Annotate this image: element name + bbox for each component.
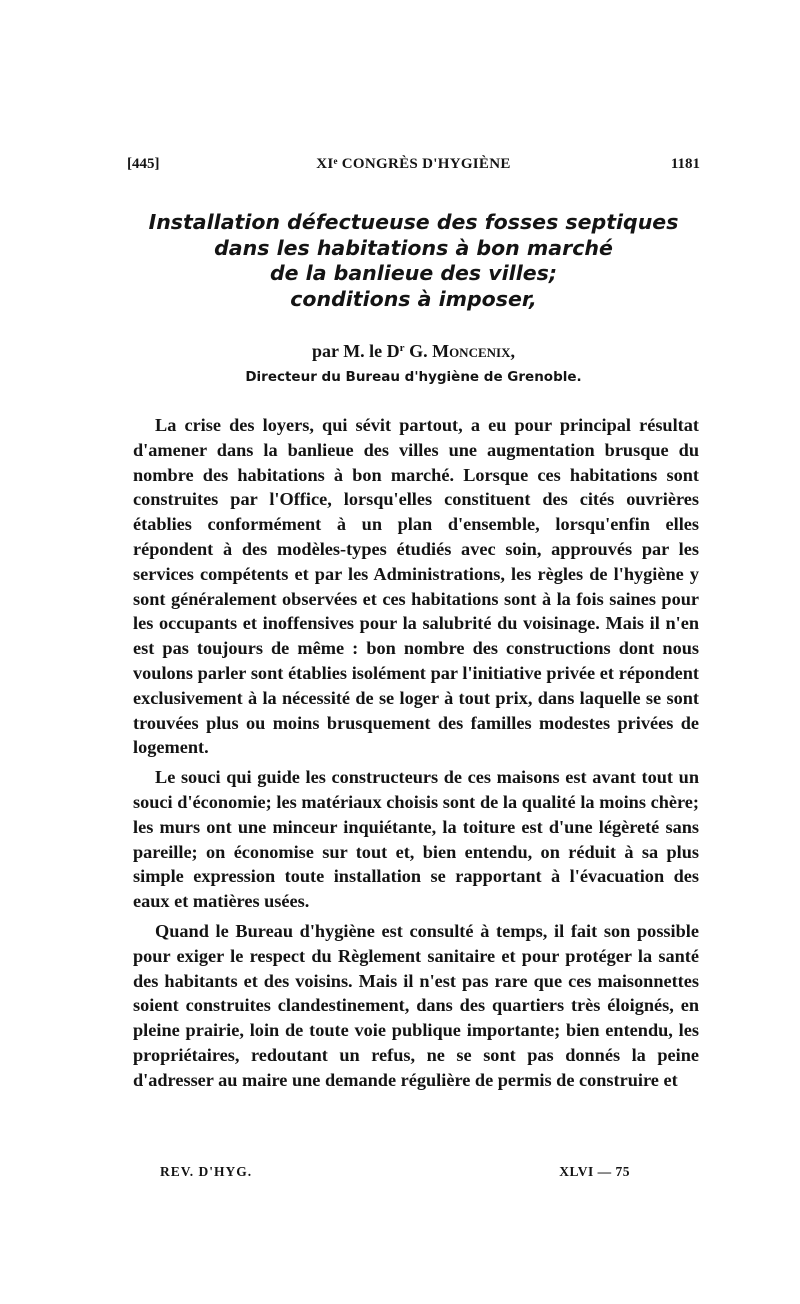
author-affiliation: Directeur du Bureau d'hygiène de Grenoble.	[245, 369, 582, 385]
title-line: conditions à imposer,	[290, 286, 537, 311]
article-title	[127, 210, 700, 312]
running-footer	[160, 1164, 630, 1184]
body-paragraph: Le souci qui guide les constructeurs de ces maisons est avant tout un souci d'économie; les matériaux choisis sont de la qualité la moins chère; les murs ont une minceur inquiétante, la toiture est d'une légèreté sans pareille; on économise sur tout et, bien entendu, on réduit à sa plus simple expression toute installation se rapportant à l'évacuation des eaux et matières usées.	[133, 767, 699, 912]
running-header	[127, 156, 700, 180]
body-paragraph: Quand le Bureau d'hygiène est consulté à temps, il fait son possible pour exiger le respect du Règlement sanitaire et pour protéger la santé des habitants et des voisins. Mais il n'est pas rare que ces maisonnettes soient construites clandestinement, dans des quartiers très éloignés, en pleine prairie, loin de toute voie publique importante; bien entendu, les propriétaires, redoutant un refus, ne se sont pas donnés la peine d'adresser au maire une demande régulière de permis de construire et	[133, 920, 699, 1090]
author-initial: G.	[409, 341, 428, 361]
footer-journal: REV. D'HYG.	[160, 1164, 253, 1179]
author-byline	[127, 336, 700, 363]
body-paragraph: La crise des loyers, qui sévit partout, a eu pour principal résultat d'amener dans la banlieue des villes une augmentation brusque du nombre des habitations à bon marché. Lorsque ces habitations sont construites par l'Office, lorsqu'elles constituent des cités ouvrières établies conformément à un plan d'ensemble, lorsqu'enfin elles répondent à des modèles-types étudiés avec soin, approuvés par les services compétents et par les Administrations, les règles de l'hygiène y sont généralement observées et ces habitations sont à la fois saines pour les occupants et inoffensives pour la salubrité du voisinage. Mais il n'en est pas toujours de même : bon nombre des constructions dont nous voulons parler sont établies isolément par l'initiative privée et répondent exclusivement à la nécessité de se loger à tout prix, dans laquelle se sont trouvées plus ou moins brusquement des familles modestes privées de logement.	[133, 415, 699, 758]
author-prefix: par M. le D	[312, 341, 400, 361]
title-line: Installation défectueuse des fosses septiques	[148, 210, 679, 234]
page-reference: [445]	[127, 156, 160, 172]
footer-volume: XLVI — 75	[559, 1164, 630, 1179]
author-prefix-superscript: r	[399, 342, 405, 354]
title-line: dans les habitations à bon marché	[214, 235, 613, 260]
journal-title: XIᵉ CONGRÈS D'HYGIÈNE	[316, 156, 511, 172]
author-name: Moncenix,	[432, 341, 515, 361]
page-number: 1181	[670, 156, 700, 172]
title-line: de la banlieue des villes;	[269, 261, 558, 285]
article-body	[133, 413, 699, 1098]
